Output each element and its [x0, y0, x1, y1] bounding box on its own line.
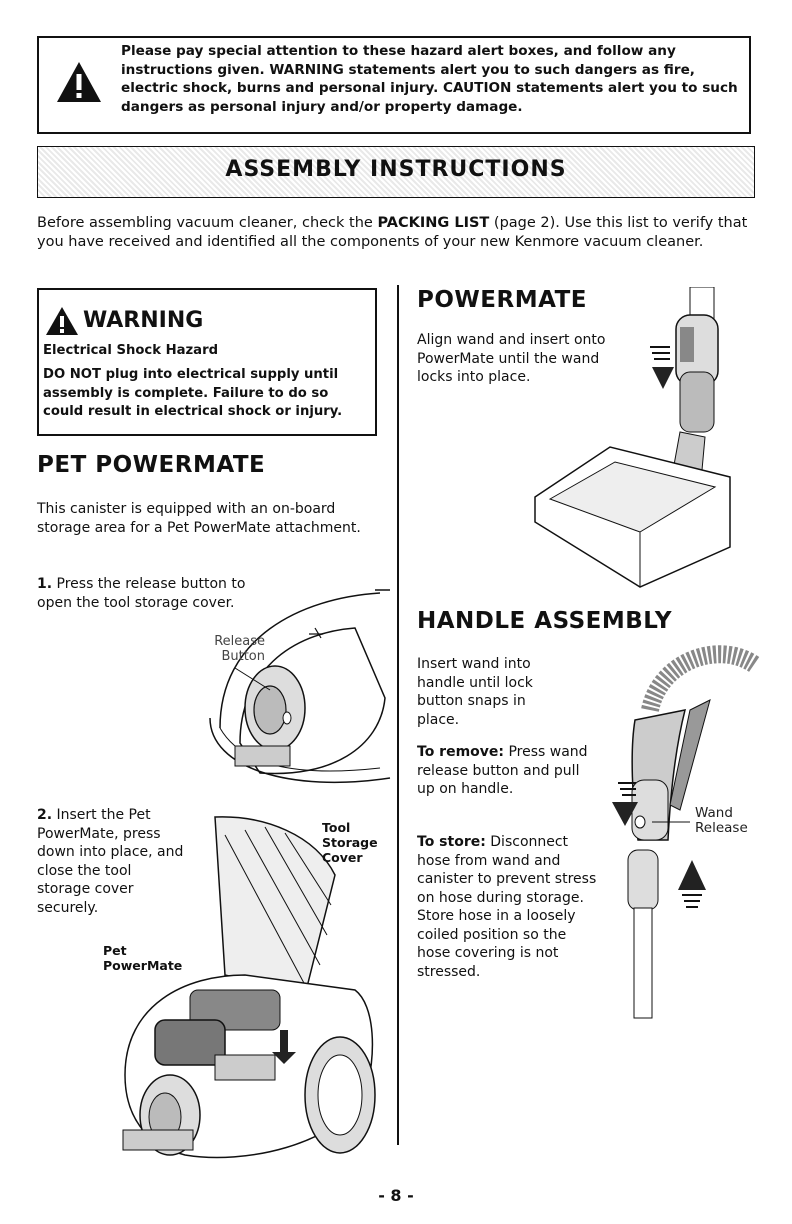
to-remove-text: [417, 743, 597, 799]
handle-assembly-text: Insert wand into handle until lock button snaps in place.: [417, 656, 533, 728]
warning-title: WARNING: [83, 308, 204, 333]
pet-powermate-description: This canister is equipped with an on-board storage area for a Pet PowerMate attachment.: [37, 501, 361, 536]
step-2-number: 2.: [37, 807, 53, 823]
warning-triangle-icon: [45, 306, 79, 336]
canister-release-button-illustration: [180, 578, 395, 793]
page-number: - 8 -: [378, 1186, 414, 1205]
hazard-alert-text: Please pay special attention to these hazard alert boxes, and follow any instructions given. WARNING statements alert you to such dangers as fire, electric shock, burns and personal injury. CAUTION statements alert you to such dangers as personal injury and/or property damage.: [121, 43, 738, 115]
warning-subtitle: Electrical Shock Hazard: [43, 343, 219, 358]
powermate-text: Align wand and insert onto PowerMate until the wand locks into place.: [417, 332, 606, 385]
to-store-label: To store:: [417, 834, 486, 850]
packing-list-ref: PACKING LIST: [377, 215, 490, 231]
to-store-text: [417, 833, 597, 981]
pet-powermate-label: Pet PowerMate: [103, 943, 183, 973]
step-2-text: Insert the Pet PowerMate, press down into place, and close the tool storage cover securely.: [37, 807, 184, 916]
intro-paragraph: [37, 214, 757, 252]
to-remove-body: Press wand release button and pull up on handle.: [417, 744, 588, 797]
step-1-text: Press the release button to open the tool storage cover.: [37, 576, 246, 611]
page-title: ASSEMBLY INSTRUCTIONS: [225, 157, 567, 182]
hazard-warning-icon: [55, 60, 103, 104]
to-store-body: Disconnect hose from wand and canister to prevent stress on hose during storage. Store hose in a loosely coiled position so the hose covering is not stressed.: [417, 834, 597, 980]
to-remove-label: To remove:: [417, 744, 505, 760]
powermate-wand-illustration: [530, 287, 755, 597]
powermate-heading: POWERMATE: [417, 287, 588, 313]
tool-storage-cover-label: Tool Storage Cover: [322, 820, 378, 865]
section-header-bar: [37, 146, 755, 198]
intro-text-1: Before assembling vacuum cleaner, check the: [37, 215, 378, 231]
pet-powermate-storage-illustration: [105, 815, 380, 1170]
column-divider: [397, 285, 399, 1145]
warning-box: [37, 288, 377, 436]
warning-body: DO NOT plug into electrical supply until assembly is complete. Failure to do so could result in electrical shock or injury.: [43, 367, 343, 420]
handle-assembly-heading: HANDLE ASSEMBLY: [417, 608, 673, 634]
pet-powermate-heading: PET POWERMATE: [37, 452, 266, 478]
wand-release-label: Wand Release: [695, 805, 748, 836]
step-1-number: 1.: [37, 576, 53, 592]
release-button-label: Release Button: [214, 634, 265, 664]
intro-text-2: (page 2). Use this list to verify that you have received and identified all the components of your new Kenmore vacuum cleaner.: [37, 215, 748, 250]
hazard-alert-box: [37, 36, 751, 134]
